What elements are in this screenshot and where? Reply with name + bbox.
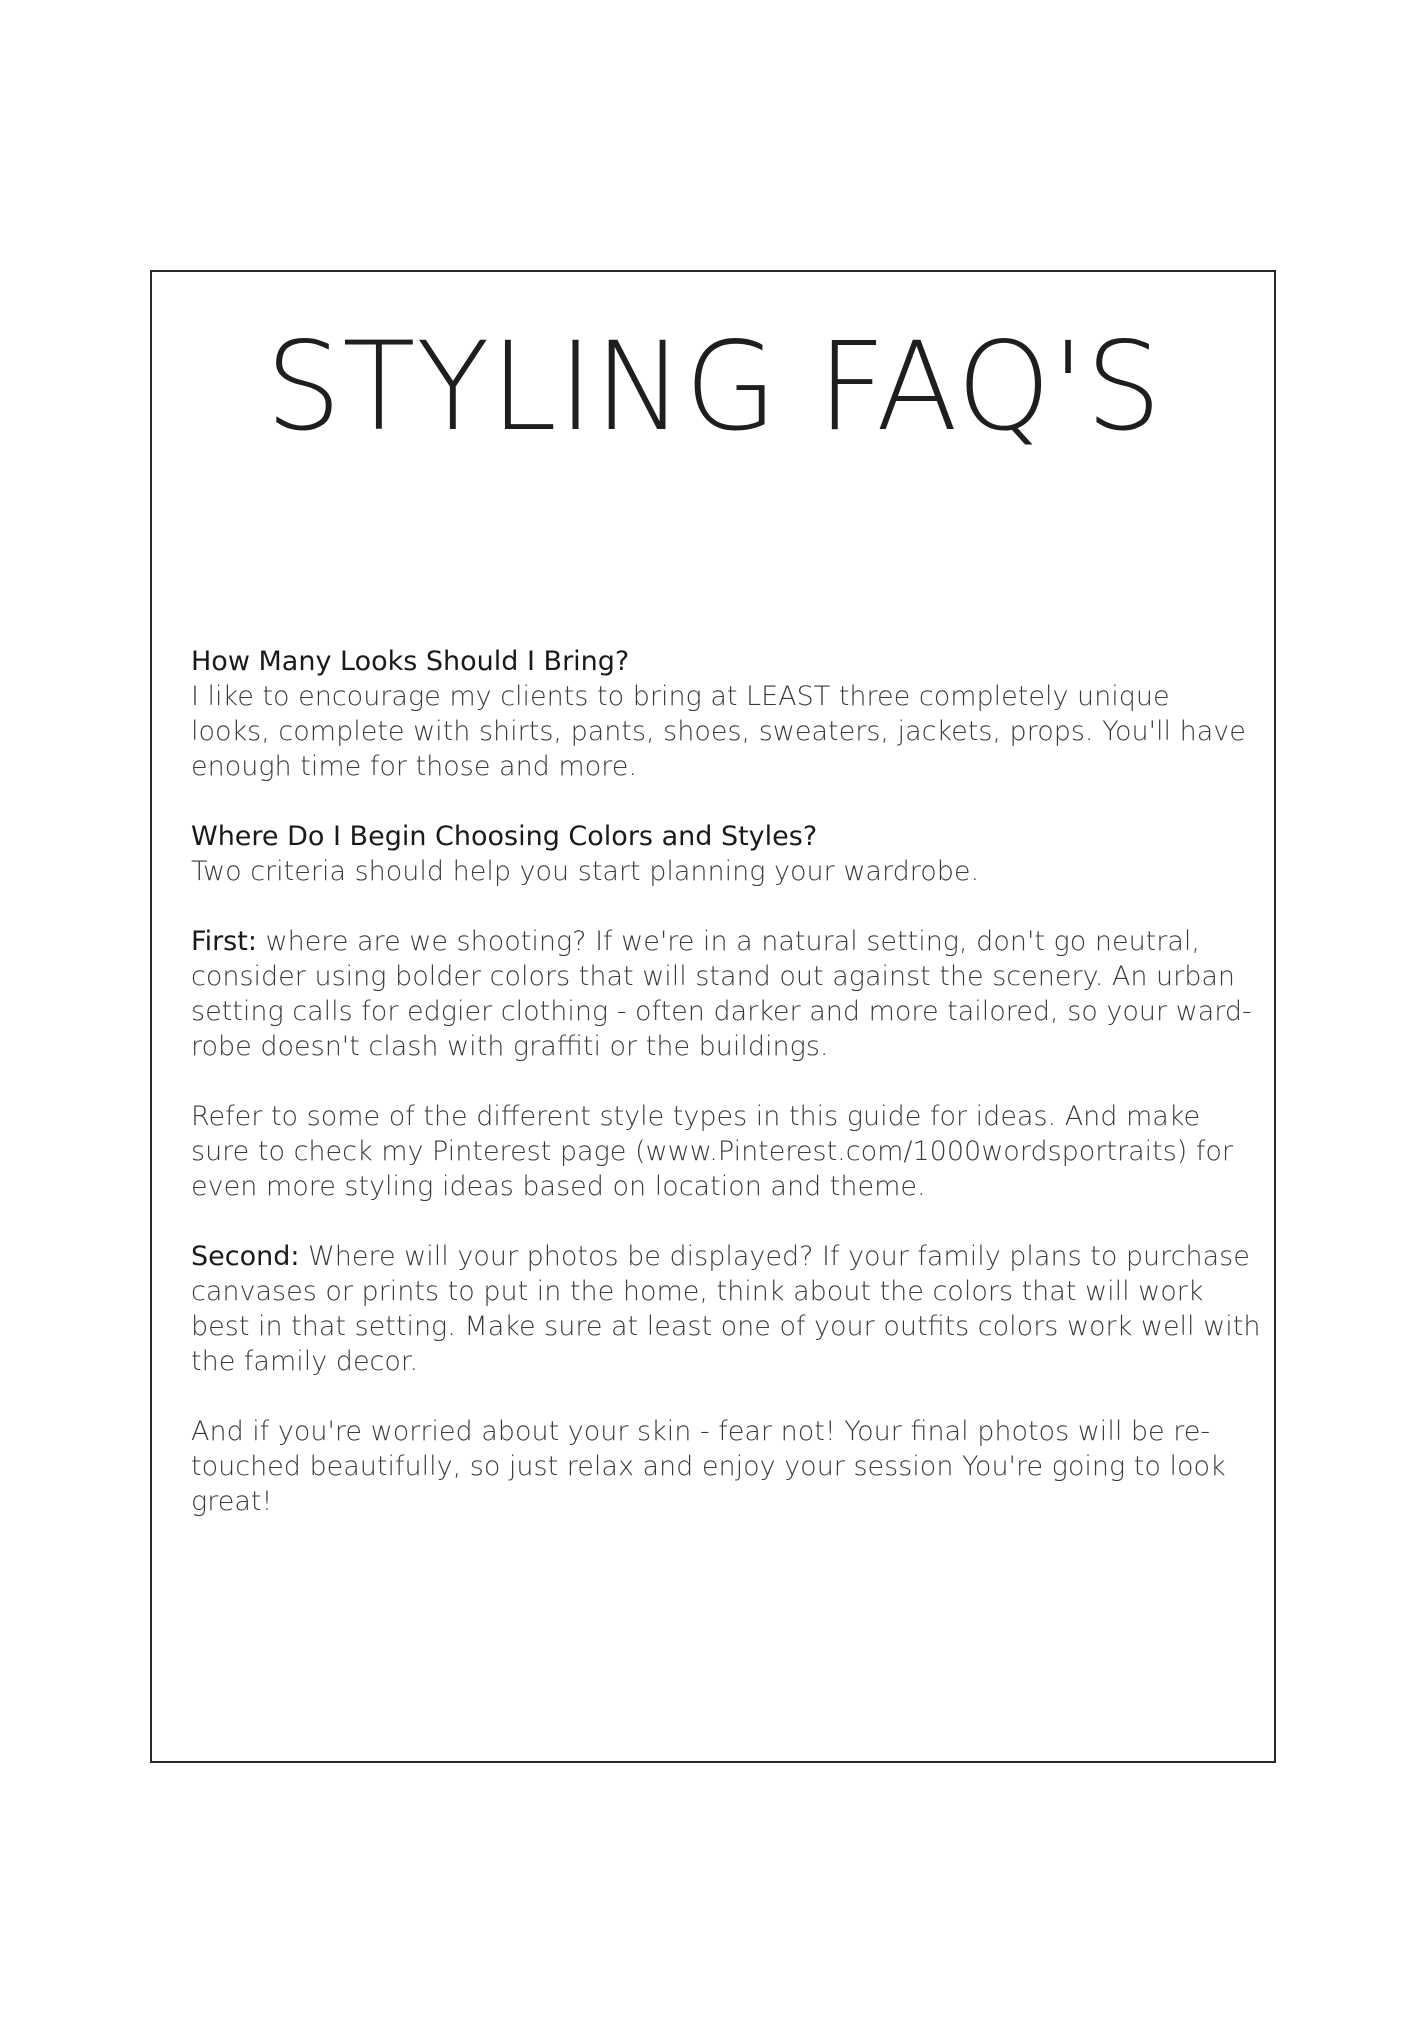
faq-lead-label: Second: — [191, 1241, 300, 1272]
faq-section-second — [191, 1239, 1261, 1379]
faq-text: where are we shooting? If we're in a natural setting, don't go neutral, — [256, 926, 1200, 957]
faq-question: Where Do I Begin Choosing Colors and Styles? — [191, 821, 818, 852]
faq-section-colors — [191, 819, 1261, 889]
faq-text-line: Refer to some of the different style types in this guide for ideas. And make — [191, 1101, 1201, 1132]
faq-text-line: And if you're worried about your skin - fear not! Your final photos will be re- — [191, 1416, 1211, 1447]
faq-text-line: great! — [191, 1486, 273, 1517]
faq-content — [191, 644, 1261, 1554]
faq-section-first — [191, 924, 1261, 1064]
faq-text-line: I like to encourage my clients to bring at LEAST three completely unique — [191, 681, 1170, 712]
faq-text: Where will your photos be displayed? If your family plans to purchase — [299, 1241, 1250, 1272]
faq-section-looks — [191, 644, 1261, 784]
faq-text-line: even more styling ideas based on location and theme. — [191, 1171, 926, 1202]
faq-text-line: looks, complete with shirts, pants, shoes, sweaters, jackets, props. You'll have — [191, 716, 1246, 747]
faq-text-line: the family decor. — [191, 1346, 419, 1377]
faq-text-line: touched beautifully, so just relax and enjoy your session You're going to look — [191, 1451, 1226, 1482]
faq-text-line: Two criteria should help you start planning your wardrobe. — [191, 856, 980, 887]
faq-section-skin — [191, 1414, 1261, 1519]
faq-text-line: best in that setting. Make sure at least one of your outfits colors work well with — [191, 1311, 1261, 1342]
faq-text-line — [191, 924, 1261, 959]
faq-text-line: consider using bolder colors that will stand out against the scenery. An urban — [191, 961, 1236, 992]
faq-text-line: robe doesn't clash with graffiti or the buildings. — [191, 1031, 829, 1062]
faq-text-line: canvases or prints to put in the home, think about the colors that will work — [191, 1276, 1204, 1307]
faq-text-line: sure to check my Pinterest page (www.Pinterest.com/1000wordsportraits) for — [191, 1136, 1234, 1167]
faq-text-line — [191, 1239, 1261, 1274]
faq-text-line: enough time for those and more. — [191, 751, 637, 782]
faq-section-refer — [191, 1099, 1261, 1204]
faq-lead-label: First: — [191, 926, 257, 957]
faq-text-line: setting calls for edgier clothing - often darker and more tailored, so your ward- — [191, 996, 1252, 1027]
faq-question: How Many Looks Should I Bring? — [191, 646, 630, 677]
page-title: STYLING FAQ'S — [265, 316, 1163, 458]
